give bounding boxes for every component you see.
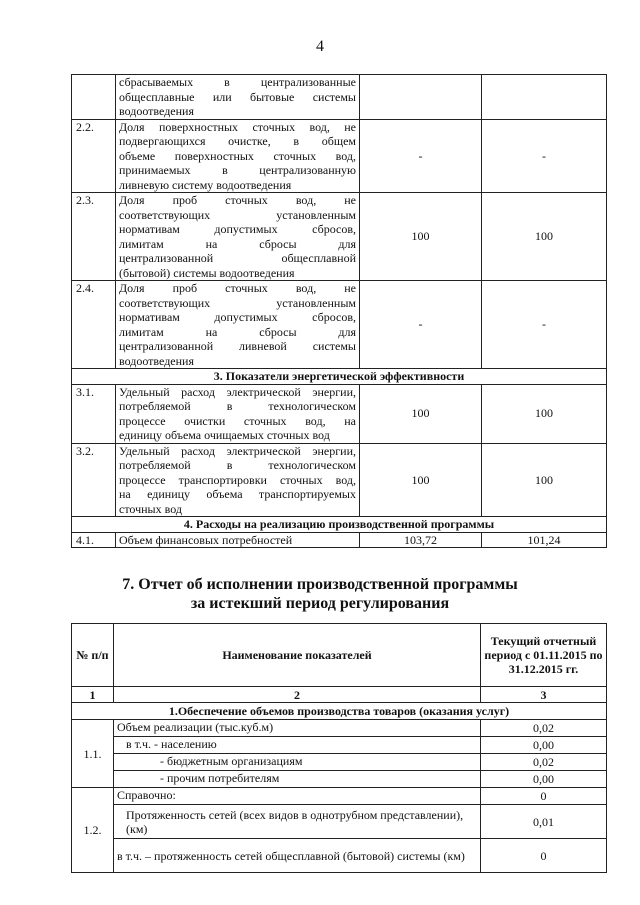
row-name-line: Доля проб сточных вод, не [119, 281, 356, 295]
row-value: 0 [481, 788, 607, 805]
row-name [116, 384, 360, 443]
table-row [72, 443, 607, 517]
row-number: 2.3. [72, 193, 116, 281]
section-heading [0, 575, 640, 613]
page-number: 4 [316, 38, 324, 55]
section-row [72, 703, 607, 720]
row-value: 100 [482, 193, 607, 281]
row-name: в т.ч. – протяженность сетей общесплавной (бытовой) системы (км) [114, 839, 481, 873]
indicators-table [71, 74, 607, 548]
row-name: в т.ч. - населению [114, 737, 481, 754]
row-number: 2.4. [72, 281, 116, 369]
row-name [116, 281, 360, 369]
row-name-line: соответствующих установленным [119, 295, 356, 310]
row-number: 4.1. [72, 532, 116, 548]
row-value: - [482, 281, 607, 369]
row-name-line: Доля поверхностных сточных вод, не [119, 119, 356, 134]
row-name-line: Объем финансовых потребностей [119, 532, 293, 547]
row-name-line: сточных вод [119, 501, 182, 516]
row-value: 0,02 [481, 754, 607, 771]
row-name-line: сбрасываемых в централизованные [119, 75, 356, 89]
row-value: - [360, 119, 482, 193]
row-value: 103,72 [360, 532, 482, 548]
row-name-line: Доля проб сточных вод, не [119, 193, 356, 207]
row-name-line: ливневую систему водоотведения [119, 177, 292, 192]
row-name-line: Удельный расход электрической энергии, [119, 443, 356, 458]
table-row [72, 788, 607, 805]
row-number: 3.1. [72, 384, 116, 443]
header-name: Наименование показателей [114, 624, 481, 687]
row-name-line: водоотведения [119, 104, 194, 118]
row-value [360, 75, 482, 120]
row-name: Объем реализации (тыс.куб.м) [114, 720, 481, 737]
row-value: 100 [360, 384, 482, 443]
section-title: 1.Обеспечение объемов производства товаров (оказания услуг) [72, 703, 607, 720]
section-row [72, 517, 607, 533]
row-value: 0,00 [481, 737, 607, 754]
row-value: 100 [360, 193, 482, 281]
row-name-line: процессе транспортировки сточных вод, [119, 472, 356, 487]
table-row [72, 75, 607, 120]
row-number: 2.2. [72, 119, 116, 193]
row-value: 100 [482, 443, 607, 517]
row-name-line: водоотведения [119, 353, 194, 368]
row-name-line: потребляемой в технологическом [119, 458, 356, 472]
row-name-line: лимитам на сбросы для [119, 324, 356, 339]
row-name [116, 119, 360, 193]
row-value: 101,24 [482, 532, 607, 548]
row-name-line: принимаемых в централизованную [119, 163, 356, 177]
row-value: 0 [481, 839, 607, 873]
heading-line-2: за истекший период регулирования [190, 595, 450, 612]
row-name-line: подвергающихся очистке, в общем [119, 134, 356, 148]
row-name [116, 532, 360, 548]
row-name: Справочно: [114, 788, 481, 805]
header-num: № п/п [72, 624, 114, 687]
row-name-line: потребляемой в технологическом [119, 399, 356, 413]
row-name-line: на единицу объема транспортируемых [119, 487, 356, 501]
row-name-line: централизованной общесплавной [119, 251, 356, 265]
table-row [72, 720, 607, 737]
table-row [72, 384, 607, 443]
table-row [72, 754, 607, 771]
row-name-line: централизованной ливневой системы [119, 339, 356, 353]
row-name-line: нормативам допустимых сбросов, [119, 222, 356, 236]
table-row [72, 771, 607, 788]
row-value: 100 [482, 384, 607, 443]
row-name [116, 75, 360, 120]
row-value: 100 [360, 443, 482, 517]
column-numbers-row [72, 687, 607, 703]
row-number: 1.1. [72, 720, 114, 788]
table-header-row [72, 624, 607, 687]
row-name-line: процессе очистки сточных вод, на [119, 413, 356, 428]
section-title: 4. Расходы на реализацию производственной программы [72, 517, 607, 533]
row-name: - прочим потребителям [114, 771, 481, 788]
row-name: - бюджетным организациям [114, 754, 481, 771]
row-name-line: соответствующих установленным [119, 207, 356, 222]
table-row [72, 805, 607, 839]
row-number: 1.2. [72, 788, 114, 873]
row-number [72, 75, 116, 120]
table-row [72, 839, 607, 873]
row-name-line: единицу объема очищаемых сточных вод [119, 428, 330, 442]
section-row [72, 369, 607, 385]
row-value: 0,01 [481, 805, 607, 839]
col-number: 3 [481, 687, 607, 703]
report-table [71, 623, 607, 873]
table-row [72, 119, 607, 193]
row-value: 0,00 [481, 771, 607, 788]
row-number: 3.2. [72, 443, 116, 517]
col-number: 2 [114, 687, 481, 703]
table-row [72, 532, 607, 548]
row-name-line: лимитам на сбросы для [119, 236, 356, 251]
row-value: 0,02 [481, 720, 607, 737]
table-row [72, 281, 607, 369]
col-number: 1 [72, 687, 114, 703]
row-value [482, 75, 607, 120]
row-name [116, 193, 360, 281]
row-name-line: (бытовой) системы водоотведения [119, 265, 295, 280]
row-value: - [482, 119, 607, 193]
row-name-line: нормативам допустимых сбросов, [119, 310, 356, 324]
row-value: - [360, 281, 482, 369]
row-name-line: общесплавные или бытовые системы [119, 89, 356, 104]
header-value: Текущий отчетный период с 01.11.2015 по 31.12.2015 гг. [481, 624, 607, 687]
row-name-line: объеме поверхностных сточных вод, [119, 148, 356, 163]
heading-line-1: 7. Отчет об исполнении производственной программы [122, 576, 518, 593]
section-title: 3. Показатели энергетической эффективности [72, 369, 607, 385]
row-name-line: Удельный расход электрической энергии, [119, 384, 356, 399]
row-name: Протяженность сетей (всех видов в однотрубном представлении), (км) [114, 805, 481, 839]
row-name [116, 443, 360, 517]
table-row [72, 193, 607, 281]
table-row [72, 737, 607, 754]
